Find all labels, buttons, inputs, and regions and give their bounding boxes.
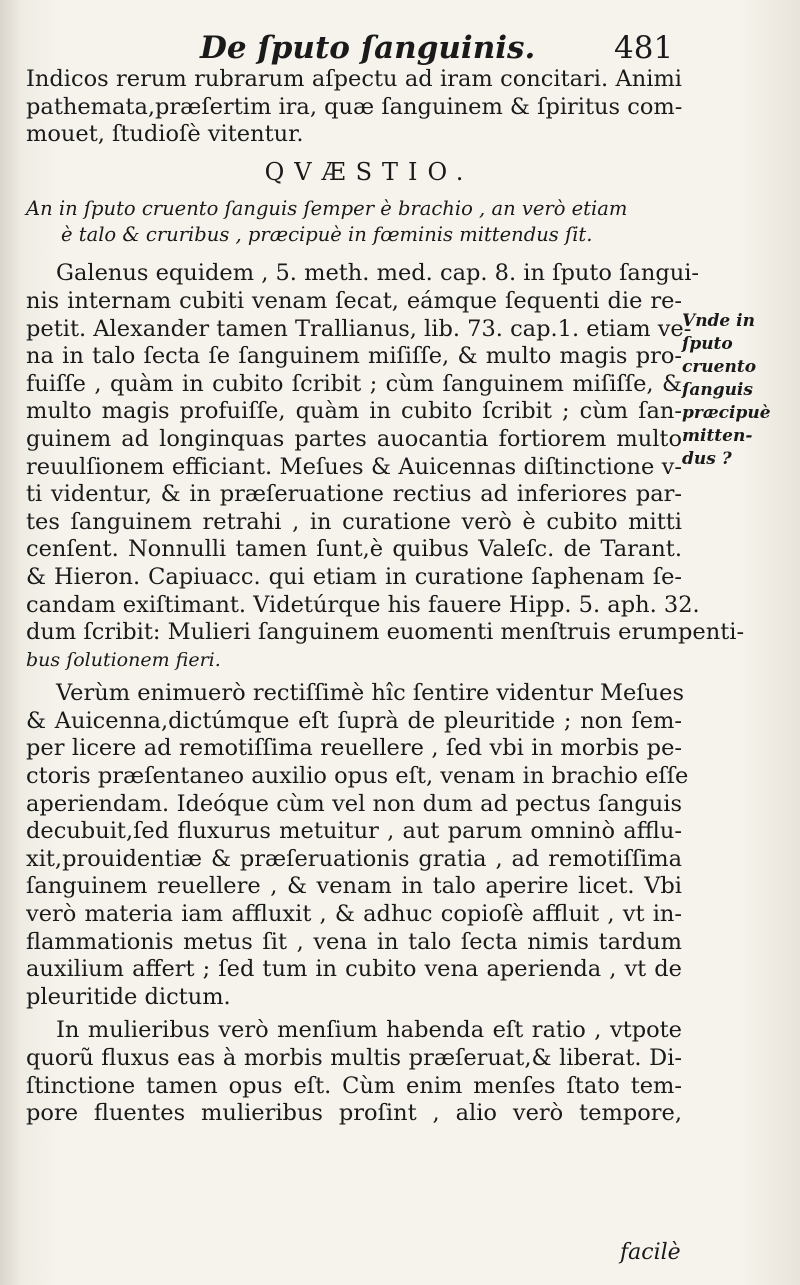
text-line: In mulieribus verò menſium habenda eſt ratio , vtpote [56, 1017, 682, 1044]
margin-note-line: dus ? [682, 449, 732, 469]
paragraph-intro [26, 66, 682, 149]
margin-note [682, 310, 782, 471]
text-line: nis internam cubiti venam ſecat, eámque ſequenti die re- [26, 287, 682, 314]
text-line: flammationis metus ſit , vena in talo ſecta nimis tardum [26, 928, 682, 955]
text-line: dum ſcribit: Mulieri ſanguinem euomenti menſtruis erumpenti- [26, 619, 745, 646]
text-line: bus ſolutionem fieri. [26, 648, 221, 671]
text-line: xit,prouidentiæ & præſeruationis gratia , ad remotiſſima [26, 845, 682, 872]
page-number: 481 [614, 30, 674, 66]
text-line: pathemata,præſertim ira, quæ ſanguinem & ſpiritus com- [26, 93, 683, 120]
running-title: De ſputo ſanguinis. [200, 30, 536, 66]
text-line: auxilium affert ; ſed tum in cubito vena aperienda , vt de [26, 956, 682, 983]
text-line: Galenus equidem , 5. meth. med. cap. 8. in ſputo ſangui- [56, 260, 700, 287]
margin-note-line: ſputo [682, 334, 733, 354]
text-line: quorũ fluxus eas à morbis multis præſeruat,& liberat. Di- [26, 1045, 682, 1071]
margin-note-line: Vnde in [682, 311, 755, 331]
text-line: tes ſanguinem retrahi , in curatione verò è cubito mitti [26, 508, 682, 535]
margin-note-line: præcipuè [682, 403, 771, 423]
questio-heading: QVÆSTIO. [264, 157, 474, 186]
text-line: per licere ad remotiſſima reuellere , ſed vbi in morbis pe- [26, 735, 682, 762]
text-line: cenſent. Nonnulli tamen ſunt,è quibus Valeſc. de Tarant. [26, 536, 682, 563]
question-line: An in ſputo cruento ſanguis ſemper è brachio , an verò etiam [26, 197, 628, 221]
paragraph-verum [26, 680, 689, 1011]
text-line: & Hieron. Capiuacc. qui etiam in curatione ſaphenam ſe- [26, 563, 682, 590]
question-line: è talo & cruribus , præcipuè in fœminis mittendus ſit. [61, 223, 593, 247]
text-line: pleuritide dictum. [26, 983, 231, 1010]
text-line: Verùm enimuerò rectiſſimè hîc ſentire videntur Meſues [56, 680, 685, 707]
catchword: facilè [620, 1240, 681, 1265]
margin-note-line: ſanguis [682, 380, 753, 400]
text-line: guinem ad longinquas partes auocantia fortiorem multo [26, 425, 682, 452]
paragraph-mulieribus [26, 1017, 682, 1127]
text-line: decubuit,ſed fluxurus metuitur , aut parum omninò afflu- [26, 818, 682, 845]
margin-note-line: mitten- [682, 426, 753, 446]
text-line: reuulſionem efficiant. Meſues & Auicennas diſtinctione v- [26, 453, 682, 480]
text-line: aperiendam. Ideóque cùm vel non dum ad pectus ſanguis [26, 790, 682, 817]
margin-note-line: cruento [682, 357, 757, 377]
text-line: ſtinctione tamen opus eſt. Cùm enim menſes ſtato tem- [26, 1072, 682, 1099]
text-line: mouet, ſtudioſè vitentur. [26, 121, 304, 148]
text-line: na in talo ſecta ſe ſanguinem miſiſſe, & multo magis pro- [26, 343, 682, 370]
text-line: ctoris præſentaneo auxilio opus eſt, venam in brachio eſſe [26, 763, 689, 790]
text-line: & Auicenna,dictúmque eſt ſuprà de pleuritide ; non ſem- [26, 707, 682, 734]
text-line: ſanguinem reuellere , & venam in talo aperire licet. Vbi [26, 873, 682, 900]
text-line: fuiſſe , quàm in cubito ſcribit ; cùm ſanguinem miſiſſe, & [26, 370, 682, 397]
text-line: pore fluentes mulieribus proſint , alio verò tempore, [26, 1100, 682, 1127]
question-heading [26, 196, 682, 248]
text-line: verò materia iam affluxit , & adhuc copioſè affluit , vt in- [26, 901, 682, 928]
text-line: petit. Alexander tamen Trallianus, lib. 73. cap.1. etiam ve- [26, 315, 692, 342]
text-line: candam exiſtimant. Videtúrque his fauere Hipp. 5. aph. 32. [26, 591, 700, 618]
text-line: Indicos rerum rubrarum aſpectu ad iram concitari. Animi [26, 66, 682, 92]
text-line: ti videntur, & in præſeruatione rectius ad inferiores par- [26, 481, 682, 508]
text-line: multo magis profuiſſe, quàm in cubito ſcribit ; cùm ſan- [26, 398, 682, 425]
